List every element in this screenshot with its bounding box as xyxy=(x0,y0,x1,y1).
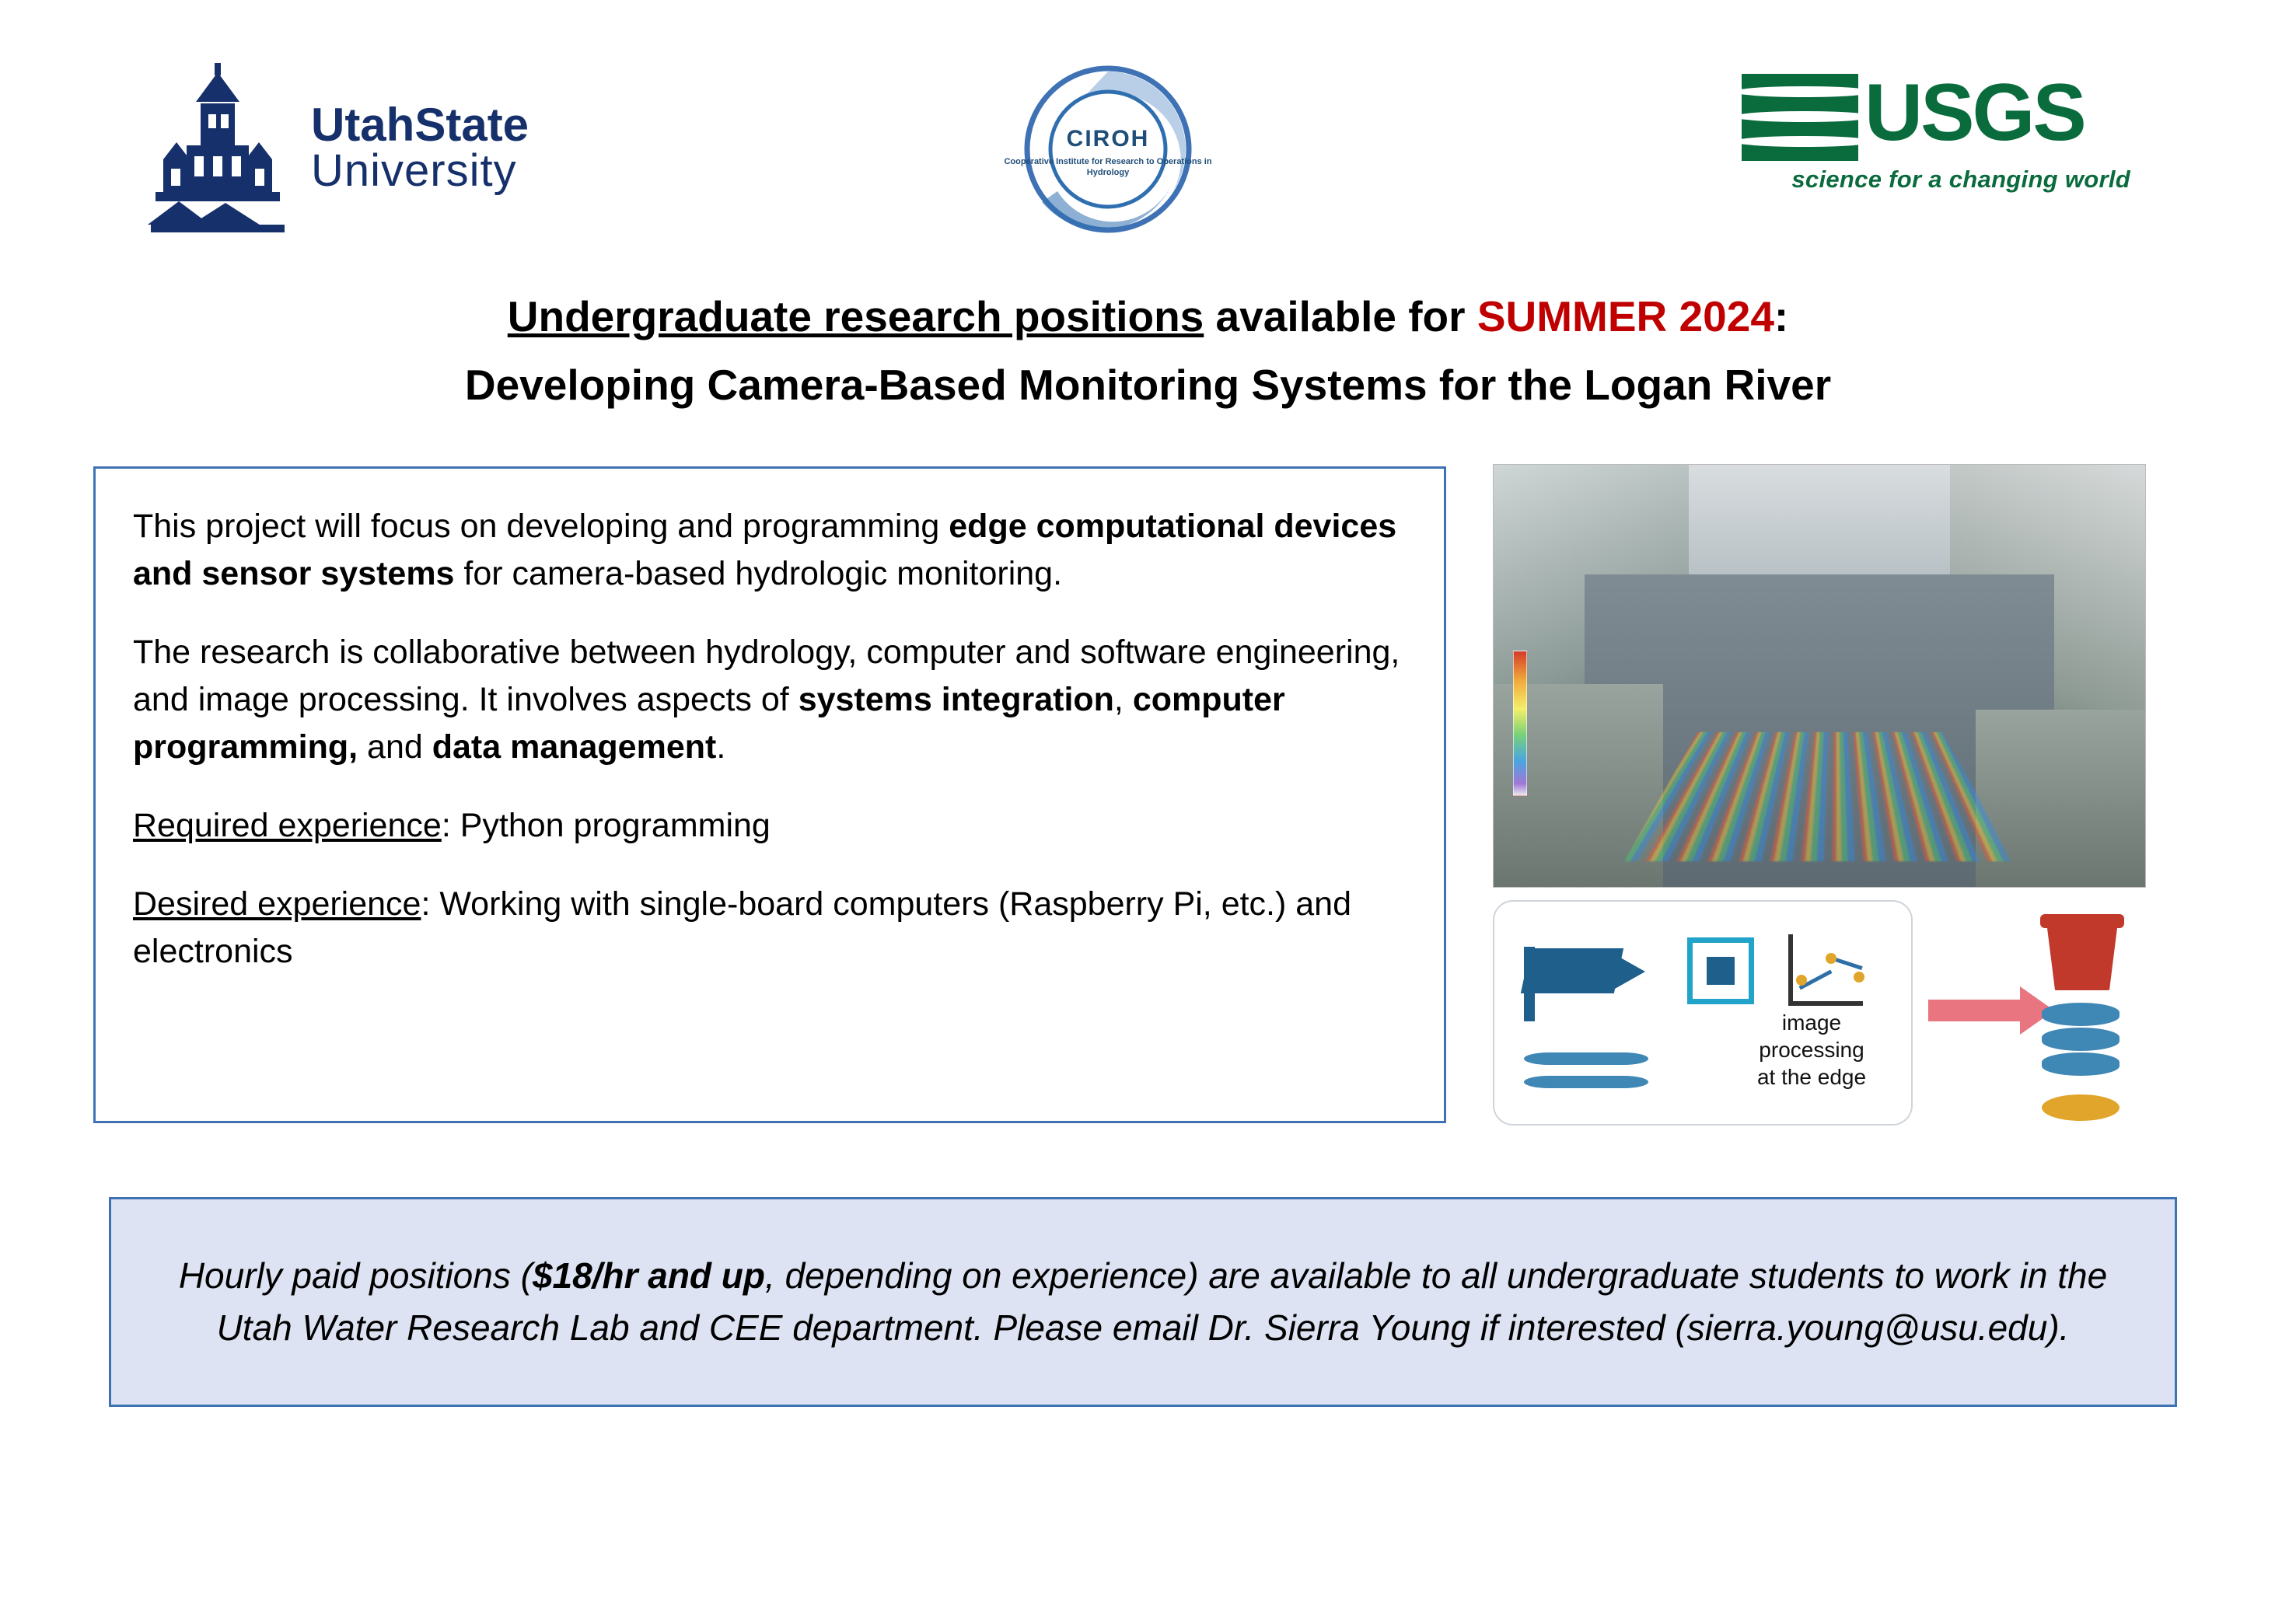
usu-logo-line2: University xyxy=(311,145,517,196)
pay-and-contact-box xyxy=(109,1197,2177,1407)
p2-text-e: and xyxy=(358,728,432,766)
arrow-icon xyxy=(1928,1000,2022,1021)
usgs-letters: USGS xyxy=(1864,68,2085,158)
ciroh-logo-text xyxy=(1003,126,1213,179)
title-line1-colon: : xyxy=(1774,292,1789,340)
camera-lens-icon xyxy=(1609,951,1645,992)
edge-processing-diagram xyxy=(1493,900,2146,1126)
usu-logo-text xyxy=(311,99,529,196)
title-line1-middle: available for xyxy=(1204,292,1477,340)
disk-icon xyxy=(2042,1094,2120,1121)
footer-text-c: , depending on experience) are available to all undergraduate students to work in the Utah Water Research Lab and CEE department. Please email Dr. Sierra Young if interested (sierra.young@usu.edu). xyxy=(216,1255,2108,1348)
paragraph-project-focus xyxy=(133,503,1407,598)
p2-bold-systems: systems integration xyxy=(798,681,1114,719)
title-underlined-phrase: Undergraduate research positions xyxy=(507,292,1204,340)
database-icon xyxy=(2042,1003,2120,1077)
photo-colorbar xyxy=(1513,651,1527,796)
title-line-1 xyxy=(0,288,2296,345)
diagram-label-line1: image xyxy=(1781,1010,1842,1035)
description-box xyxy=(93,466,1446,1123)
diagram-label-line2: processing xyxy=(1759,1038,1864,1062)
usu-logo-line1: UtahState xyxy=(311,99,529,151)
title-line-2: Developing Camera-Based Monitoring Systems for the Logan River xyxy=(464,361,1832,410)
usgs-logo xyxy=(1742,68,2130,237)
camera-icon xyxy=(1521,948,1623,993)
usu-old-main-building-icon xyxy=(140,58,295,237)
chart-dot-2 xyxy=(1826,953,1836,964)
ciroh-subtitle: Cooperative Institute for Research to Operations in Hydrology xyxy=(1004,157,1212,177)
footer-text xyxy=(142,1250,2144,1353)
p2-text-c: , xyxy=(1113,681,1133,719)
p2-text-g: . xyxy=(716,728,726,766)
storage-bucket-icon xyxy=(2046,922,2118,990)
page-title xyxy=(0,288,2296,414)
usgs-tagline: science for a changing world xyxy=(1791,166,2130,193)
chart-icon xyxy=(1788,934,1863,1006)
diagram-label-line3: at the edge xyxy=(1756,1065,1867,1089)
footer-text-a: Hourly paid positions ( xyxy=(178,1255,533,1297)
usu-logo xyxy=(140,54,638,241)
chart-dot-1 xyxy=(1796,975,1807,986)
river-velocity-photo xyxy=(1493,464,2146,888)
ciroh-acronym: CIROH xyxy=(1066,126,1150,152)
desired-experience-label: Desired experience xyxy=(133,885,421,923)
p1-text-a: This project will focus on developing and programming xyxy=(133,508,949,545)
p2-text-a: The research is collaborative between hydrology, computer and software engineering, and image processing. It involves aspects of xyxy=(133,633,1400,719)
p2-bold-programming: computer programming, xyxy=(133,681,1285,766)
paragraph-required-experience xyxy=(133,802,1407,850)
chart-dot-3 xyxy=(1854,972,1864,983)
header-logos xyxy=(0,31,2296,249)
p1-text-c: for camera-based hydrologic monitoring. xyxy=(454,555,1063,593)
usgs-waves-icon xyxy=(1742,74,1858,161)
required-experience-text: : Python programming xyxy=(441,807,771,845)
p1-bold-edge: edge computational devices and sensor systems xyxy=(133,508,1397,593)
diagram-label xyxy=(1742,1009,1882,1091)
footer-pay-rate: $18/hr and up xyxy=(532,1255,766,1297)
paragraph-desired-experience xyxy=(133,881,1407,976)
p2-bold-data: data management xyxy=(432,728,717,766)
required-experience-label: Required experience xyxy=(133,807,442,845)
paragraph-research-collab xyxy=(133,629,1407,771)
desired-experience-text: : Working with single-board computers (Raspberry Pi, etc.) and electronics xyxy=(133,885,1352,971)
chip-icon xyxy=(1687,937,1754,1004)
title-highlight-summer: SUMMER 2024 xyxy=(1476,292,1774,340)
ciroh-logo xyxy=(1003,54,1213,249)
